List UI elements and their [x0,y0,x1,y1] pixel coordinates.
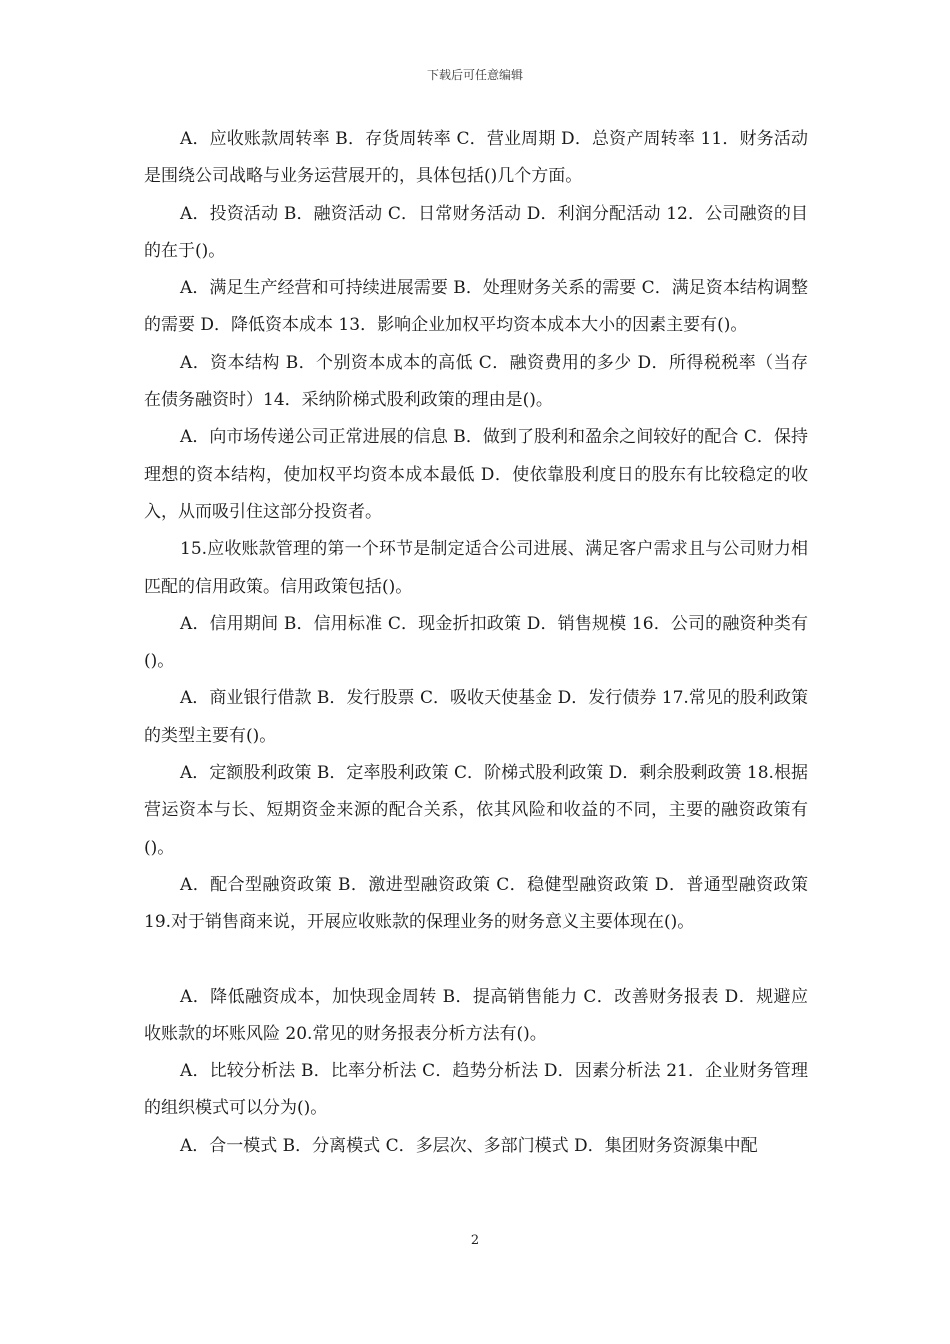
paragraph-8: A．商业银行借款 B．发行股票 C．吸收天使基金 D．发行债券 17.常见的股利政策的类型主要有()。 [144,688,808,746]
paragraph-3: A．满足生产经营和可持续进展需要 B．处理财务关系的需要 C．满足资本结构调整的需要 D．降低资本成本 13．影响企业加权平均资本成本大小的因素主要有()。 [144,278,808,336]
paragraph-11: A．降低融资成本，加快现金周转 B．提高销售能力 C．改善财务报表 D．规避应收账款的坏账风险 20.常见的财务报表分析方法有()。 [144,986,808,1044]
document-body [144,121,808,1165]
paragraph-7: A．信用期间 B．信用标准 C．现金折扣政策 D．销售规模 16．公司的融资种类有()。 [144,613,808,672]
paragraph-spacer [144,942,808,979]
paragraph-5: A．向市场传递公司正常进展的信息 B．做到了股利和盈余之间较好的配合 C．保持理想的资本结构，使加权平均资本成本最低 D．使依靠股利度日的股东有比较稳定的收入，从而吸引住这部分投资者。 [144,427,808,522]
page-number: 2 [470,1233,480,1248]
paragraph-10: A．配合型融资政策 B．激进型融资政策 C．稳健型融资政策 D．普通型融资政策 19.对于销售商来说，开展应收账款的保理业务的财务意义主要体现在()。 [144,874,808,933]
paragraph-9: A．定额股利政策 B．定率股利政策 C．阶梯式股利政策 D．剩余股剩政箦 18.根据营运资本与长、短期资金来源的配合关系，依其风险和收益的不同，主要的融资政策有()。 [144,763,808,858]
paragraph-12: A．比较分析法 B．比率分析法 C．趋势分析法 D．因素分析法 21．企业财务管理的组织模式可以分为()。 [144,1061,808,1119]
paragraph-1: A．应收账款周转率 B．存货周转率 C．营业周期 D．总资产周转率 11．财务活动是围绕公司战略与业务运营展开的，具体包括()几个方面。 [144,129,808,187]
paragraph-13: A．合一模式 B．分离模式 C．多层次、多部门模式 D．集团财务资源集中配 [180,1135,758,1156]
page-header: 下载后可任意编辑 [426,68,523,82]
paragraph-4: A．资本结构 B．个别资本成本的高低 C．融资费用的多少 D．所得税税率（当存在债务融资时）14．采纳阶梯式股利政策的理由是()。 [144,352,808,411]
paragraph-6: 15.应收账款管理的第一个环节是制定适合公司进展、满足客户需求且与公司财力相匹配的信用政策。信用政策包括()。 [144,539,808,597]
paragraph-2: A．投资活动 B．融资活动 C．日常财务活动 D．利润分配活动 12．公司融资的目的在于()。 [144,203,808,261]
